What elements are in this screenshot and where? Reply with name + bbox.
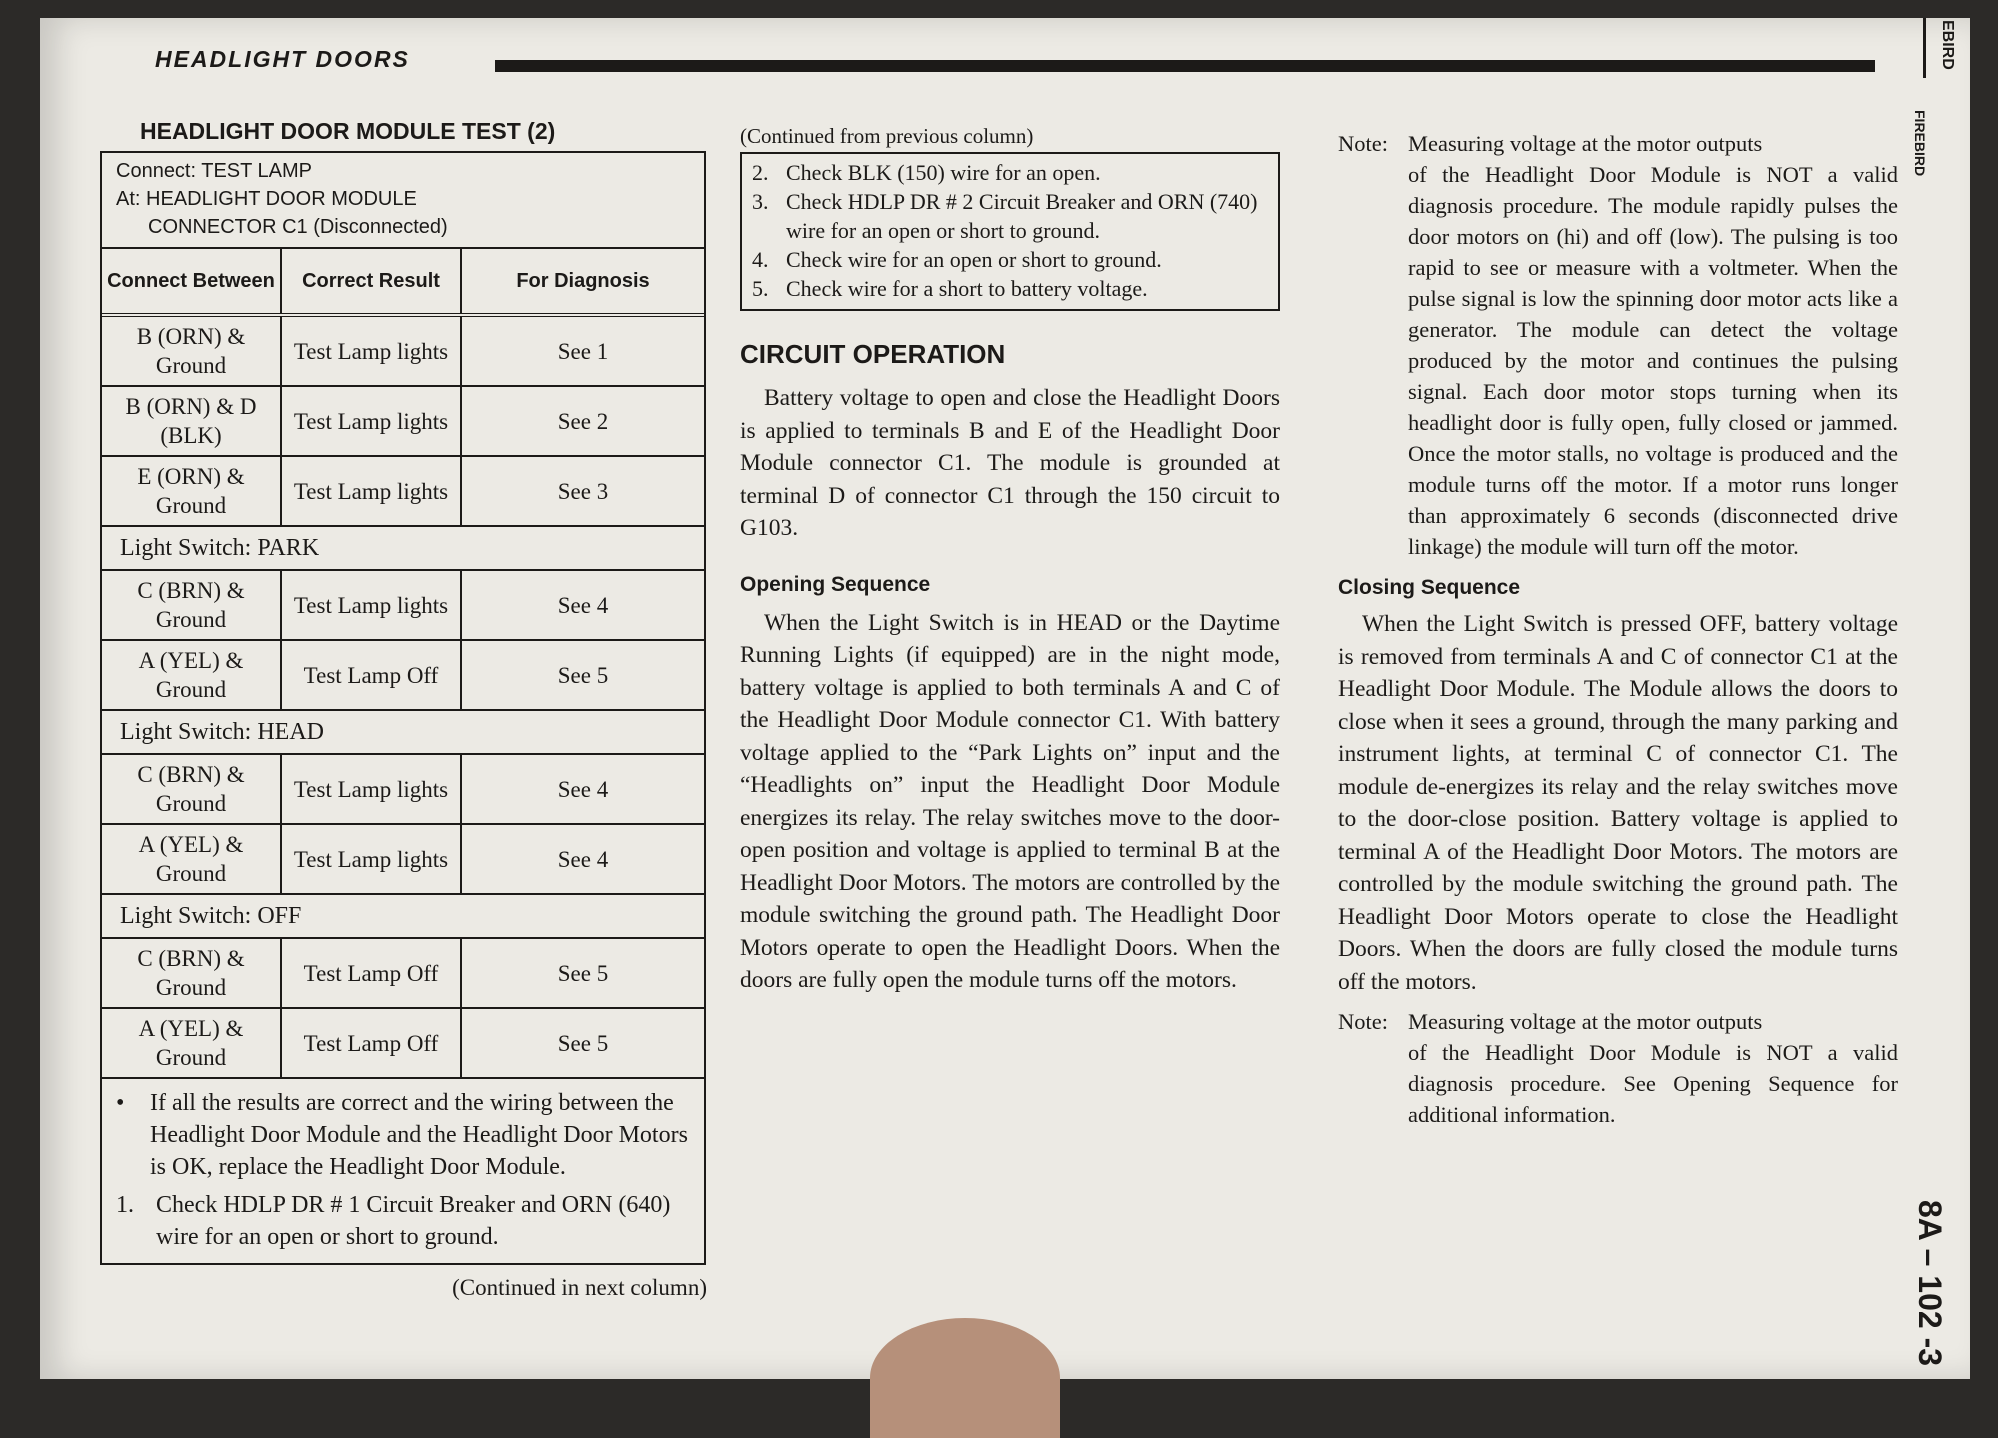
column-3 bbox=[1338, 128, 1898, 1130]
cell-connect: A (YEL) & Ground bbox=[102, 825, 282, 893]
cell-result: Test Lamp lights bbox=[282, 387, 462, 455]
column-2 bbox=[740, 122, 1280, 997]
manual-page bbox=[40, 18, 1970, 1379]
cell-connect: A (YEL) & Ground bbox=[102, 1009, 282, 1077]
bullet-note-text: If all the results are correct and the wiring between the Headlight Door Module and the Headlight Door Motors is OK, replace the Headlight Door Module. bbox=[150, 1090, 688, 1180]
table-row bbox=[102, 641, 704, 711]
page-number bbox=[1912, 1200, 1952, 1375]
cell-connect: C (BRN) & Ground bbox=[102, 939, 282, 1007]
header-rule bbox=[495, 60, 1875, 72]
table-row bbox=[102, 825, 704, 895]
cell-result: Test Lamp lights bbox=[282, 825, 462, 893]
table-row bbox=[102, 755, 704, 825]
test-heading: HEADLIGHT DOOR MODULE TEST (2) bbox=[140, 118, 556, 144]
connector-line: CONNECTOR C1 (Disconnected) bbox=[148, 216, 448, 238]
note-2-label: Note: bbox=[1338, 1009, 1388, 1034]
diagnosis-notes bbox=[102, 1079, 704, 1263]
cell-diagnosis: See 2 bbox=[557, 408, 609, 434]
diagnosis-step bbox=[116, 1189, 692, 1253]
switch-row-off: Light Switch: OFF bbox=[102, 895, 704, 939]
cell-diagnosis: See 1 bbox=[557, 338, 609, 364]
note-1-body: of the Headlight Door Module is NOT a valid diagnosis procedure. The module rapidly pulses the door motors on (hi) and off (low). The pulsing is too rapid to see or measure with a voltmeter. When the pulse signal is low the spinning door motor acts like a generator. The module can detect the voltage produced by the motor and continues the pulsing signal. Each door motor stops turning when its headlight door is fully open, fully closed or jammed. Once the motor stalls, no voltage is produced and the module turns off the motor. If a motor runs longer than approximately 6 seconds (disconnected drive linkage) the module will turn off the motor. bbox=[1408, 162, 1898, 559]
cell-connect: B (ORN) & D (BLK) bbox=[102, 387, 282, 455]
side-tab-label: EBIRD bbox=[1939, 20, 1956, 70]
column-header-diagnosis: For Diagnosis bbox=[516, 269, 650, 292]
diagnosis-step bbox=[752, 158, 1268, 187]
note-1 bbox=[1338, 128, 1898, 562]
at-line: At: HEADLIGHT DOOR MODULE bbox=[116, 188, 417, 210]
page-number-label: 8A – 102 -3 bbox=[1912, 1200, 1948, 1367]
table-row bbox=[102, 939, 704, 1009]
table-row bbox=[102, 457, 704, 527]
switch-row-head: Light Switch: HEAD bbox=[102, 711, 704, 755]
cell-result: Test Lamp Off bbox=[282, 939, 462, 1007]
cell-connect: C (BRN) & Ground bbox=[102, 571, 282, 639]
closing-sequence-heading: Closing Sequence bbox=[1338, 576, 1521, 599]
diagnosis-step bbox=[752, 274, 1268, 303]
step-number: 3. bbox=[752, 189, 769, 214]
cell-diagnosis: See 3 bbox=[557, 478, 609, 504]
cell-result: Test Lamp lights bbox=[282, 571, 462, 639]
bullet-note bbox=[116, 1087, 692, 1183]
circuit-operation-heading: CIRCUIT OPERATION bbox=[740, 339, 1006, 369]
page-header-title: HEADLIGHT DOORS bbox=[155, 46, 410, 72]
step-number: 4. bbox=[752, 247, 769, 272]
step-number: 2. bbox=[752, 160, 769, 185]
connect-line: Connect: TEST LAMP bbox=[116, 160, 313, 182]
cell-connect: E (ORN) & Ground bbox=[102, 457, 282, 525]
cell-result: Test Lamp Off bbox=[282, 641, 462, 709]
cell-diagnosis: See 5 bbox=[557, 662, 609, 688]
diagnosis-steps-box bbox=[740, 152, 1280, 311]
side-tab-2-label: FIREBIRD bbox=[1912, 110, 1928, 177]
finger-shadow bbox=[870, 1318, 1060, 1438]
connection-box bbox=[102, 153, 704, 249]
step-number: 1. bbox=[116, 1192, 134, 1218]
note-2 bbox=[1338, 1006, 1898, 1130]
note-2-first-line: Measuring voltage at the motor outputs bbox=[1408, 1009, 1763, 1034]
cell-result: Test Lamp Off bbox=[282, 1009, 462, 1077]
cell-diagnosis: See 4 bbox=[557, 846, 609, 872]
table-row bbox=[102, 571, 704, 641]
side-tab bbox=[1923, 18, 1960, 78]
closing-sequence-paragraph: When the Light Switch is pressed OFF, battery voltage is removed from terminals A and C of connector C1 at the Headlight Door Module. The Module allows the doors to close when it sees a ground, through the many parking and instrument lights, at terminal C of connector C1. The module de-energizes its relay and the relay switches move to the door-close position. Battery voltage is applied to terminal A of the Headlight Door Motors. The motors are controlled by the module switching the ground path. The Headlight Door Motors operate to close the Headlight Doors. When the doors are fully closed the module turns off the motors. bbox=[1338, 611, 1898, 995]
cell-diagnosis: See 5 bbox=[557, 1030, 609, 1056]
cell-diagnosis: See 5 bbox=[557, 960, 609, 986]
cell-connect: A (YEL) & Ground bbox=[102, 641, 282, 709]
cell-result: Test Lamp lights bbox=[282, 317, 462, 385]
column-header-result: Correct Result bbox=[282, 249, 462, 313]
table-row bbox=[102, 387, 704, 457]
cell-diagnosis: See 4 bbox=[557, 592, 609, 618]
switch-row-park: Light Switch: PARK bbox=[102, 527, 704, 571]
opening-sequence-paragraph: When the Light Switch is in HEAD or the Daytime Running Lights (if equipped) are in the night mode, battery voltage is applied to both terminals A and C of the Headlight Door Module connector C1. With battery voltage applied to the “Park Lights on” input and the “Headlights on” input the Headlight Door Module energizes its relay. The relay switches move to the door-open position and voltage is applied to terminal B at the Headlight Door Motors. The motors are controlled by the module switching the ground path. The Headlight Door Motors operate to open the Headlight Doors. When the doors are fully open the module turns off the motors. bbox=[740, 609, 1280, 993]
note-1-first-line: Measuring voltage at the motor outputs bbox=[1408, 131, 1763, 156]
step-number: 5. bbox=[752, 276, 769, 301]
cell-connect: B (ORN) & Ground bbox=[102, 317, 282, 385]
continued-from-note: (Continued from previous column) bbox=[740, 124, 1034, 148]
cell-diagnosis: See 4 bbox=[557, 776, 609, 802]
step-text: Check wire for an open or short to ground. bbox=[786, 247, 1162, 272]
table-row bbox=[102, 317, 704, 387]
cell-result: Test Lamp lights bbox=[282, 457, 462, 525]
column-header-connect: Connect Between bbox=[102, 249, 282, 313]
diagnosis-step bbox=[752, 245, 1268, 274]
circuit-operation-paragraph: Battery voltage to open and close the Headlight Doors is applied to terminals B and E of the Headlight Door Module connector C1. The module is grounded at terminal D of connector C1 through the 150 circuit to G103. bbox=[740, 385, 1280, 541]
cell-connect: C (BRN) & Ground bbox=[102, 755, 282, 823]
side-tab-2 bbox=[1906, 110, 1930, 190]
note-2-body: of the Headlight Door Module is NOT a valid diagnosis procedure. See Opening Sequence for additional information. bbox=[1408, 1040, 1898, 1127]
bullet-icon: • bbox=[116, 1090, 125, 1116]
note-1-label: Note: bbox=[1338, 131, 1388, 156]
test-table bbox=[100, 151, 706, 1265]
table-header-row bbox=[102, 249, 704, 317]
diagnosis-step bbox=[752, 187, 1268, 245]
step-text: Check HDLP DR # 1 Circuit Breaker and ORN (640) wire for an open or short to ground. bbox=[156, 1192, 671, 1250]
continued-next-note: (Continued in next column) bbox=[452, 1275, 707, 1300]
step-text: Check BLK (150) wire for an open. bbox=[786, 160, 1101, 185]
step-text: Check HDLP DR # 2 Circuit Breaker and ORN (740) wire for an open or short to ground. bbox=[786, 189, 1258, 243]
step-text: Check wire for a short to battery voltage. bbox=[786, 276, 1148, 301]
cell-result: Test Lamp lights bbox=[282, 755, 462, 823]
column-1 bbox=[95, 118, 707, 1301]
table-row bbox=[102, 1009, 704, 1079]
opening-sequence-heading: Opening Sequence bbox=[740, 572, 931, 596]
